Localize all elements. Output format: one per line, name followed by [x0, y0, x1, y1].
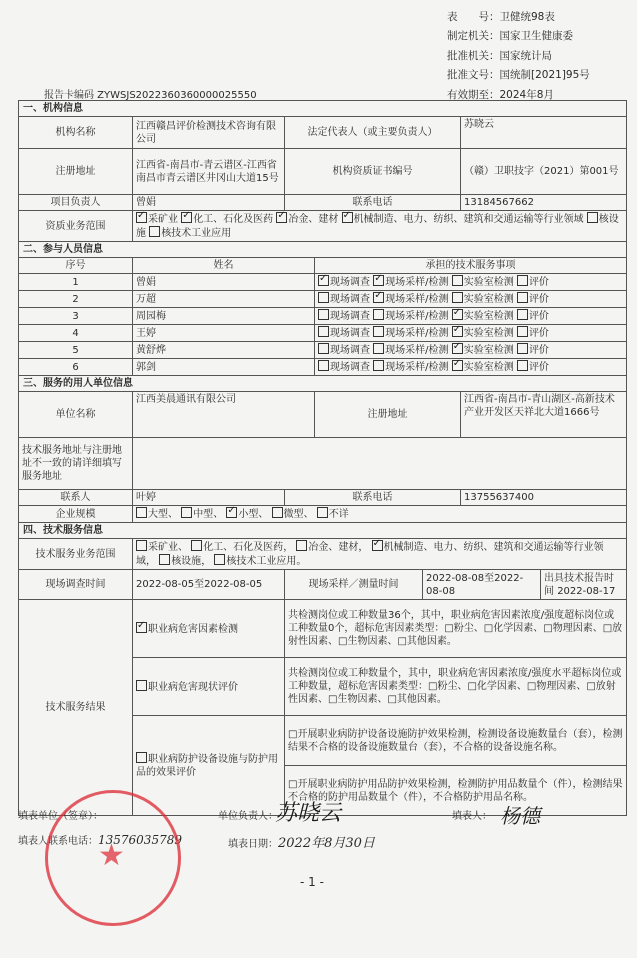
staff-name: 黄舒烨: [133, 342, 315, 359]
checkbox-icon[interactable]: [181, 507, 192, 518]
checkbox-icon[interactable]: [318, 360, 329, 371]
size-item: 大型、: [136, 509, 178, 520]
staff-services: [315, 342, 627, 359]
cert-value: （赣）卫职技字（2021）第001号: [461, 149, 627, 195]
service-label: 现场采样/检测: [385, 277, 449, 288]
scope-item-label: 化工、石化及医药: [203, 542, 284, 553]
scope-item-label: 核技术工业应用: [226, 556, 297, 567]
service-item: [517, 294, 549, 305]
report-time-cell: [541, 570, 627, 600]
service-label: 实验室检测: [463, 311, 514, 322]
cert-label: 机构资质证书编号: [285, 149, 461, 195]
service-item: [517, 328, 549, 339]
service-label: 现场调查: [330, 328, 370, 339]
unit-address-value: 江西省-南昌市-青山湖区-高新技术产业开发区天祥北大道1666号: [461, 392, 627, 438]
checkbox-icon[interactable]: [149, 226, 160, 237]
result-type-label: 职业病危害现状评价: [148, 681, 238, 693]
org-name-label: 机构名称: [19, 117, 133, 149]
checkbox-icon[interactable]: [318, 343, 329, 354]
filler-phone-value: 13576035789: [98, 833, 182, 847]
checkbox-icon[interactable]: [191, 540, 202, 551]
service-address-value: [133, 438, 627, 490]
staff-services: [315, 359, 627, 376]
sample-time-label: 现场采样／测量时间: [285, 570, 423, 600]
staff-name: 王婷: [133, 325, 315, 342]
service-item: [517, 277, 549, 288]
checkbox-icon[interactable]: [342, 212, 353, 223]
staff-name: 万超: [133, 291, 315, 308]
staff-row: [19, 359, 627, 376]
checkbox-icon[interactable]: [136, 507, 147, 518]
checkbox-icon[interactable]: [373, 360, 384, 371]
result-text-evaluation: 共检测岗位或工种数量个，其中，职业病危害因素浓度/强度水平超标岗位或工种数量，超标危害因素类型：□粉尘、□化学因素、□物理因素、□放射性因素、□生物因素、□其他因素。: [285, 658, 627, 716]
page-number: - 1 -: [300, 875, 324, 889]
checkbox-icon[interactable]: [317, 507, 328, 518]
service-label: 现场采样/检测: [385, 362, 449, 373]
service-label: 实验室检测: [463, 362, 514, 373]
service-label: 实验室检测: [463, 345, 514, 356]
checkbox-icon[interactable]: [318, 292, 329, 303]
checkbox-icon[interactable]: [136, 540, 147, 551]
service-item: [452, 328, 514, 339]
staff-no: 4: [19, 325, 133, 342]
form-valid-until: 有效期至：2024年8月: [447, 88, 554, 101]
service-item: [517, 345, 549, 356]
scope-item: 化工、石化及医药，: [191, 542, 293, 553]
survey-time-label: 现场调查时间: [19, 570, 133, 600]
checkbox-icon[interactable]: [159, 554, 170, 565]
service-item: [373, 277, 448, 288]
checkbox-icon[interactable]: [276, 212, 287, 223]
service-label: 评价: [528, 311, 549, 322]
scope-item: [181, 214, 273, 225]
service-label: 现场采样/检测: [385, 311, 449, 322]
checkbox-icon[interactable]: [272, 507, 283, 518]
checkbox-icon[interactable]: [372, 540, 383, 551]
size-label: 小型: [238, 509, 259, 520]
org-phone-value: 13184567662: [461, 195, 627, 211]
report-card-number: 报告卡编码 ZYWSJS2022360360000025550: [44, 90, 257, 101]
staff-no: 6: [19, 359, 133, 376]
staff-name: 郭剑: [133, 359, 315, 376]
scope-item: [342, 214, 584, 225]
service-label: 实验室检测: [463, 294, 514, 305]
survey-time-value: 2022-08-05至2022-08-05: [133, 570, 285, 600]
result-type-detection: [133, 600, 285, 658]
unit-size-label: 企业规模: [19, 506, 133, 523]
form-number: 表 号：卫健统98表: [447, 11, 555, 23]
service-label: 现场调查: [330, 294, 370, 305]
address-value: 江西省-南昌市-青云谱区-江西省南昌市青云谱区井冈山大道15号: [133, 149, 285, 195]
unit-name-value: 江西美晨通讯有限公司: [133, 392, 315, 438]
size-item: ✓ 小型、: [226, 509, 268, 520]
checkbox-icon[interactable]: [517, 275, 528, 286]
unit-phone-label: 联系电话: [285, 490, 461, 506]
scope-item: 冶金、建材，: [296, 542, 368, 553]
checkbox-icon[interactable]: [214, 554, 225, 565]
scope-item-label: 机械制造、电力、纺织、建筑和交通运输等行业领域: [136, 542, 604, 567]
section-title-staff: 二、参与人员信息: [19, 242, 627, 258]
scope-item: [149, 228, 231, 239]
checkbox-icon[interactable]: [587, 212, 598, 223]
scope-item: 核设施，: [159, 556, 211, 567]
checkbox-icon[interactable]: [318, 309, 329, 320]
scope-label: 资质业务范围: [19, 211, 133, 242]
staff-no: 3: [19, 308, 133, 325]
unit-address-label: 注册地址: [315, 392, 461, 438]
staff-name: 周园梅: [133, 308, 315, 325]
checkbox-icon[interactable]: [226, 507, 237, 518]
service-scope-checklist: [133, 539, 627, 570]
service-item: [373, 345, 448, 356]
result-type-label: 职业病危害因素检测: [148, 623, 238, 635]
unit-phone-value: 13755637400: [461, 490, 627, 506]
service-item: [318, 277, 370, 288]
staff-header-services: 承担的技术服务事项: [315, 258, 627, 274]
staff-no: 2: [19, 291, 133, 308]
service-label: 现场调查: [330, 277, 370, 288]
unit-name-label: 单位名称: [19, 392, 133, 438]
checkbox-icon[interactable]: [517, 360, 528, 371]
filler-sign-label: 填表人：: [452, 811, 492, 822]
staff-row: [19, 291, 627, 308]
scope-checklist: [133, 211, 627, 242]
form-meta: [447, 8, 590, 105]
service-address-label: 技术服务地址与注册地址不一致的请详细填写服务地址: [19, 438, 133, 490]
scope-item: [136, 214, 178, 225]
scope-item: ✓ 机械制造、电力、纺织、建筑和交通运输等行业领域，: [136, 542, 604, 567]
service-label: 评价: [528, 345, 549, 356]
staff-no: 1: [19, 274, 133, 291]
filler-signature: 杨德: [500, 804, 540, 828]
checkbox-icon[interactable]: [373, 326, 384, 337]
service-label: 评价: [528, 294, 549, 305]
service-item: [452, 311, 514, 322]
service-label: 现场调查: [330, 345, 370, 356]
org-name-value: 江西赣昌评价检测技术咨询有限公司: [133, 117, 285, 149]
checkbox-icon[interactable]: [452, 309, 463, 320]
service-item: [318, 294, 370, 305]
section-title-employer: 三、服务的用人单位信息: [19, 376, 627, 392]
staff-row: [19, 342, 627, 359]
sample-time-value: 2022-08-08至2022-08-08: [423, 570, 541, 600]
service-label: 评价: [528, 328, 549, 339]
size-item: [317, 509, 349, 520]
scope-item: 核技术工业应用。: [214, 556, 306, 567]
service-item: [373, 362, 448, 373]
legal-rep-label: 法定代表人（或主要负责人）: [285, 117, 461, 149]
result-text-protection-ppe: □开展职业病防护用品防护效果检测，检测防护用品数量个（件），检测结果不合格的防护用品数量个（件），不合格防护用品名称。: [285, 766, 627, 816]
form-approver: 批准机关：国家统计局: [447, 49, 552, 62]
seal-star-icon: ★: [98, 838, 125, 873]
pm-value: 曾娟: [133, 195, 285, 211]
scope-item-label: 核设施: [171, 556, 202, 567]
checkbox-icon[interactable]: [136, 212, 147, 223]
service-label: 实验室检测: [463, 277, 514, 288]
checkbox-icon[interactable]: [373, 343, 384, 354]
report-form-table: [18, 100, 627, 816]
service-item: [517, 362, 549, 373]
checkbox-icon[interactable]: [452, 275, 463, 286]
checkbox-icon[interactable]: [517, 326, 528, 337]
service-label: 评价: [528, 277, 549, 288]
staff-header-no: 序号: [19, 258, 133, 274]
report-time-value: 2022-08-17: [557, 585, 616, 597]
pm-label: 项目负责人: [19, 195, 133, 211]
checkbox-icon[interactable]: [136, 680, 147, 691]
checkbox-icon[interactable]: [452, 326, 463, 337]
service-item: [318, 328, 370, 339]
fill-date-value: 2022年8月30日: [278, 836, 375, 851]
service-item: [373, 311, 448, 322]
scope-item-label: 冶金、建材: [308, 542, 359, 553]
result-type-evaluation: [133, 658, 285, 716]
service-label: 现场调查: [330, 311, 370, 322]
staff-name: 曾娟: [133, 274, 315, 291]
scope-item-label: 采矿业: [148, 542, 178, 553]
checkbox-icon[interactable]: [181, 212, 192, 223]
scope-item-label: 化工、石化及医药: [193, 214, 274, 225]
result-type-protection: [133, 716, 285, 816]
checkbox-icon[interactable]: [517, 343, 528, 354]
checkbox-icon[interactable]: [373, 292, 384, 303]
staff-services: [315, 274, 627, 291]
scope-item-label: 采矿业: [148, 214, 178, 225]
report-time-label: 出具技术报告时间: [544, 572, 614, 597]
checkbox-icon[interactable]: [452, 360, 463, 371]
unit-size-checklist: [133, 506, 627, 523]
staff-no: 5: [19, 342, 133, 359]
checkbox-icon[interactable]: [517, 309, 528, 320]
scope-item-label: 核技术工业应用: [161, 228, 232, 239]
checkbox-icon[interactable]: [452, 343, 463, 354]
service-label: 实验室检测: [463, 328, 514, 339]
service-label: 现场采样/检测: [385, 328, 449, 339]
service-item: [318, 362, 370, 373]
service-item: [318, 345, 370, 356]
result-text-protection-equipment: □开展职业病防护设备设施防护效果检测，检测设备设施数量台（套），检测结果不合格的设备设施数量台（套），不合格的设备设施名称。: [285, 716, 627, 766]
leader-sign-label: 单位负责人：: [218, 811, 278, 822]
legal-rep-value: 苏晓云: [461, 117, 627, 149]
checkbox-icon[interactable]: [296, 540, 307, 551]
scope-item-label: 核设施: [136, 214, 619, 239]
official-seal: [45, 790, 181, 926]
service-scope-label: 技术服务业务范围: [19, 539, 133, 570]
service-item: [452, 345, 514, 356]
service-item: [452, 294, 514, 305]
service-result-label: 技术服务结果: [19, 600, 133, 816]
form-approval-number: 批准文号：国统制[2021]95号: [447, 69, 590, 82]
unit-contact-label: 联系人: [19, 490, 133, 506]
size-item: 中型、: [181, 509, 223, 520]
size-label: 中型: [193, 509, 214, 520]
filler-phone-label: 填表人联系电话：: [18, 836, 98, 847]
leader-signature: 苏晓云: [275, 801, 342, 826]
service-item: [318, 311, 370, 322]
fill-date-label: 填表日期：: [228, 839, 278, 850]
size-item: 微型、: [272, 509, 314, 520]
staff-services: [315, 291, 627, 308]
service-label: 现场采样/检测: [385, 294, 449, 305]
scope-item: [276, 214, 338, 225]
result-type-label: 职业病防护设备设施与防护用品的效果评价: [136, 754, 278, 778]
checkbox-icon[interactable]: [452, 292, 463, 303]
form-authority: 制定机关：国家卫生健康委: [447, 30, 573, 43]
scope-item-label: 冶金、建材: [288, 214, 339, 225]
size-label: 不详: [328, 509, 349, 520]
staff-row: [19, 325, 627, 342]
service-item: [452, 277, 514, 288]
size-label: 大型: [148, 509, 168, 520]
section-title-service: 四、技术服务信息: [19, 523, 627, 539]
fill-date: [228, 832, 375, 851]
checkbox-icon[interactable]: [136, 752, 147, 763]
staff-row: [19, 308, 627, 325]
checkbox-icon[interactable]: [318, 275, 329, 286]
scope-item: 采矿业、: [136, 542, 188, 553]
service-item: [373, 328, 448, 339]
checkbox-icon[interactable]: [318, 326, 329, 337]
unit-contact-value: 叶婷: [133, 490, 285, 506]
staff-services: [315, 308, 627, 325]
staff-rows: [19, 274, 627, 376]
scope-item-label: 机械制造、电力、纺织、建筑和交通运输等行业领域: [353, 214, 584, 225]
service-label: 现场调查: [330, 362, 370, 373]
result-text-detection: 共检测岗位或工种数量36个，其中，职业病危害因素浓度/强度超标岗位或工种数量0个，超标危害因素类型：□粉尘、□化学因素、□物理因素、□放射性因素、□生物因素、□其他因素。: [285, 600, 627, 658]
service-item: [452, 362, 514, 373]
checkbox-icon[interactable]: [517, 292, 528, 303]
size-label: 微型: [283, 509, 304, 520]
service-label: 现场采样/检测: [385, 345, 449, 356]
service-item: [373, 294, 448, 305]
service-item: [517, 311, 549, 322]
section-title-org: 一、机构信息: [19, 101, 627, 117]
staff-header-name: 姓名: [133, 258, 315, 274]
checkbox-icon[interactable]: [136, 622, 147, 633]
address-label: 注册地址: [19, 149, 133, 195]
checkbox-icon[interactable]: [373, 309, 384, 320]
staff-services: [315, 325, 627, 342]
staff-row: [19, 274, 627, 291]
unit-sign-label: 填表单位（签章）：: [18, 811, 103, 822]
checkbox-icon[interactable]: [373, 275, 384, 286]
org-phone-label: 联系电话: [285, 195, 461, 211]
service-label: 评价: [528, 362, 549, 373]
